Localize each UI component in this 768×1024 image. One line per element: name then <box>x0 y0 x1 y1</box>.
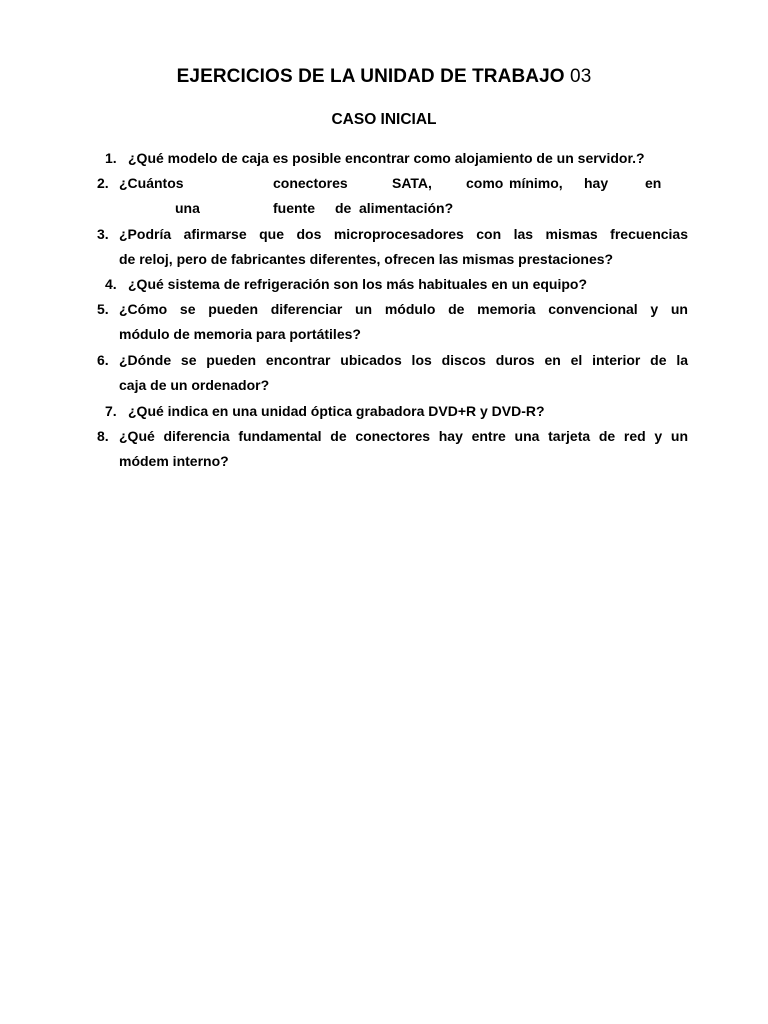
question-number: 3. <box>97 226 109 242</box>
question-text: ¿Qué indica en una unidad óptica grabadora DVD+R y DVD-R? <box>128 403 545 419</box>
question-number: 4. <box>105 276 117 292</box>
question-line: ¿Cómo se pueden diferenciar un módulo de memoria convencional y un <box>119 301 688 317</box>
question-word: mínimo, <box>509 175 563 191</box>
question-text <box>119 297 688 347</box>
page-title-text: EJERCICIOS DE LA UNIDAD DE TRABAJO <box>176 66 565 87</box>
question-number: 7. <box>105 403 117 419</box>
question-number: 6. <box>97 352 109 368</box>
question-text <box>119 424 688 474</box>
page-title-number: 03 <box>570 66 592 87</box>
question-text <box>119 222 688 272</box>
page-subtitle: CASO INICIAL <box>331 111 437 128</box>
question-word: SATA, <box>392 175 432 191</box>
question-word: de <box>335 200 352 216</box>
question-text: ¿Qué sistema de refrigeración son los más habituales en un equipo? <box>128 276 587 292</box>
question-text <box>119 348 688 398</box>
question-line: ¿Podría afirmarse que dos microprocesadores con las mismas frecuencias <box>119 226 688 242</box>
question-line: módem interno? <box>119 453 229 469</box>
question-word: alimentación? <box>359 200 454 216</box>
question-line: caja de un ordenador? <box>119 377 270 393</box>
question-line: ¿Dónde se pueden encontrar ubicados los discos duros en el interior de la <box>119 352 688 368</box>
question-number: 2. <box>97 175 109 191</box>
question-word: como <box>466 175 504 191</box>
question-line: ¿Qué diferencia fundamental de conectores hay entre una tarjeta de red y un <box>119 428 688 444</box>
page-title <box>0 66 768 88</box>
question-word: una <box>175 200 200 216</box>
question-number: 8. <box>97 428 109 444</box>
question-line: de reloj, pero de fabricantes diferentes, ofrecen las mismas prestaciones? <box>119 251 614 267</box>
question-word: conectores <box>273 175 348 191</box>
question-word: ¿Cuántos <box>119 175 184 191</box>
question-number: 1. <box>105 150 117 166</box>
question-text: ¿Qué modelo de caja es posible encontrar como alojamiento de un servidor.? <box>128 150 645 166</box>
question-word: hay <box>584 175 609 191</box>
question-line: módulo de memoria para portátiles? <box>119 326 361 342</box>
question-number: 5. <box>97 301 109 317</box>
question-word: en <box>645 175 662 191</box>
question-word: fuente <box>273 200 315 216</box>
